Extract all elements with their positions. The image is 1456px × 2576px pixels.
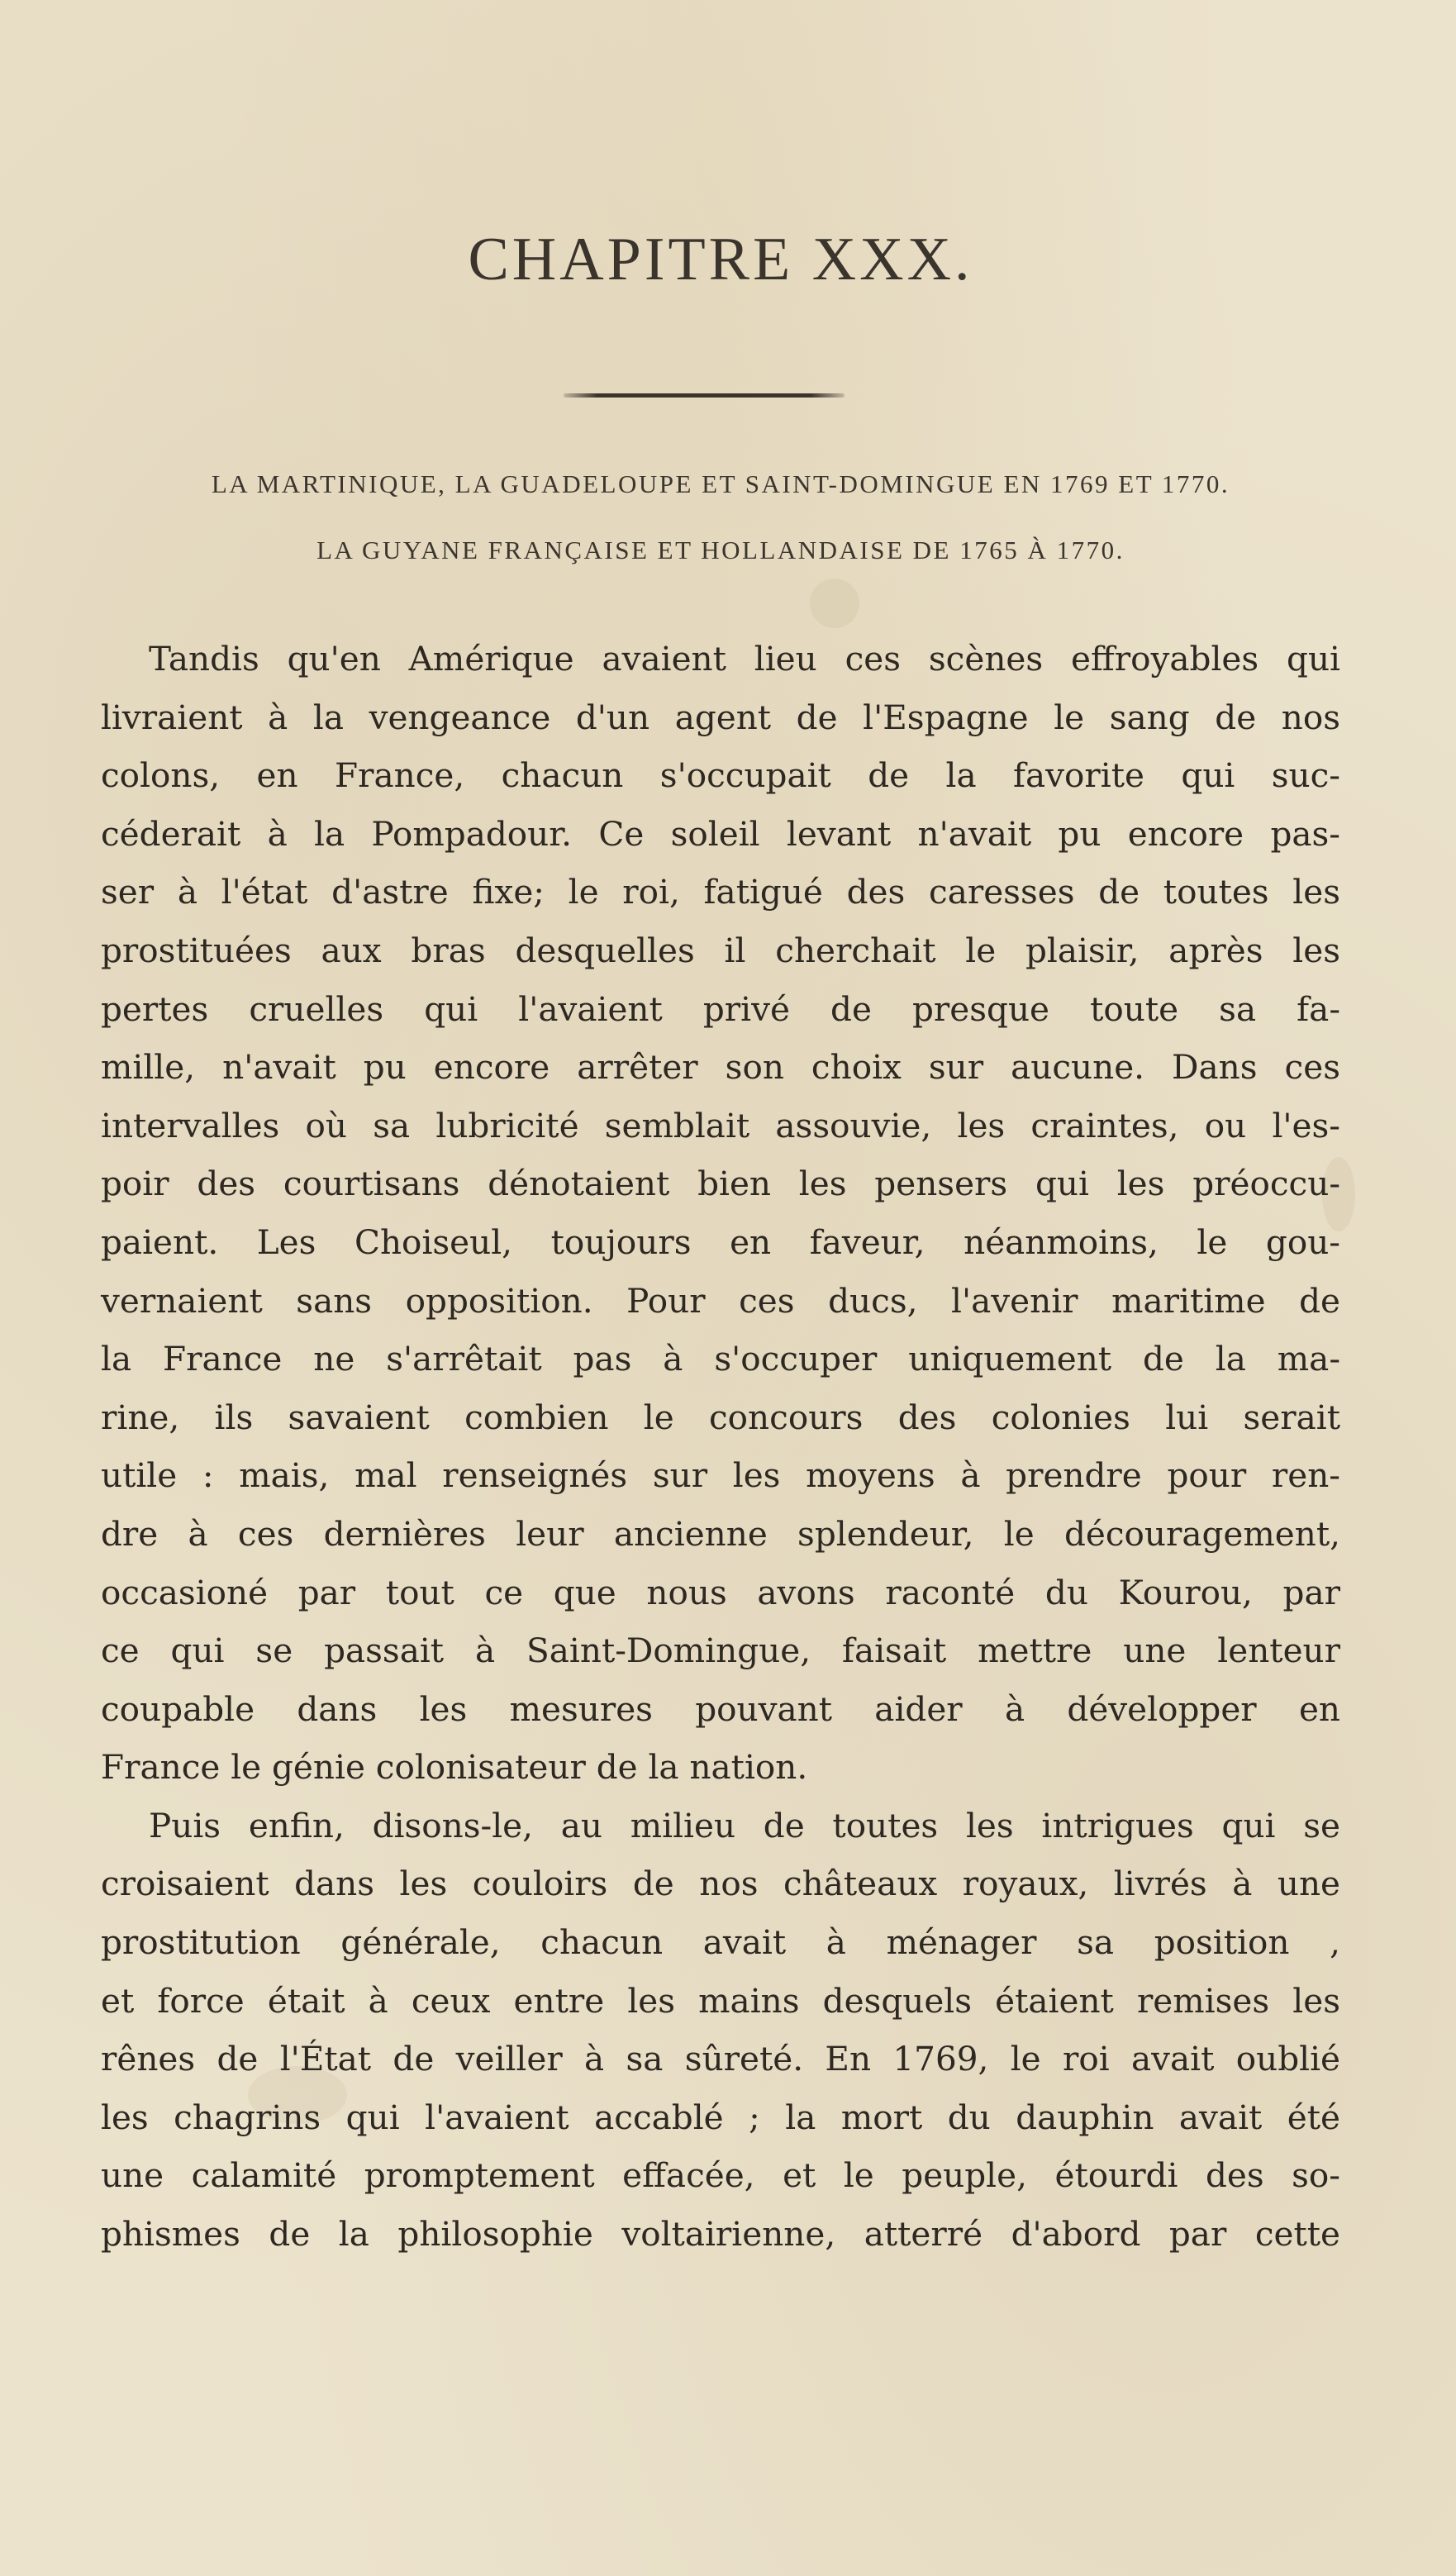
text-line: prostituées aux bras desquelles il cherchait le plaisir, après les <box>101 930 1340 970</box>
text-line: intervalles où sa lubricité semblait assouvie, les craintes, ou l'es- <box>101 1105 1340 1145</box>
text-line: utile : mais, mal renseignés sur les moyens à prendre pour ren- <box>101 1455 1340 1496</box>
text-line: croisaient dans les couloirs de nos châteaux royaux, livrés à une <box>101 1864 1340 1904</box>
text-line: Puis enfin, disons-le, au milieu de toutes les intrigues qui se <box>149 1805 1340 1845</box>
paragraph <box>101 1797 1340 2264</box>
text-line: mille, n'avait pu encore arrêter son choix sur aucune. Dans ces <box>101 1047 1340 1088</box>
text-line: colons, en France, chacun s'occupait de la favorite qui suc- <box>101 755 1340 796</box>
text-line: prostitution générale, chacun avait à ménager sa position , <box>101 1922 1340 1963</box>
text-line: coupable dans les mesures pouvant aider à développer en <box>101 1688 1340 1729</box>
text-line: poir des courtisans dénotaient bien les pensers qui les préoccu- <box>101 1164 1340 1204</box>
text-line: occasioné par tout ce que nous avons raconté du Kourou, par <box>101 1572 1340 1612</box>
text-line: France le génie colonisateur de la nation. <box>101 1747 808 1788</box>
text-line: vernaient sans opposition. Pour ces ducs, l'avenir maritime de <box>101 1280 1340 1321</box>
title-divider <box>564 393 845 398</box>
chapter-title: CHAPITRE XXX. <box>468 226 973 293</box>
text-line: ser à l'état d'astre fixe; le roi, fatigué des caresses de toutes les <box>101 872 1340 912</box>
text-line: les chagrins qui l'avaient accablé ; la mort du dauphin avait été <box>101 2097 1340 2137</box>
chapter-summary-line-2: LA GUYANE FRANÇAISE ET HOLLANDAISE DE 1765 À 1770. <box>316 536 1125 564</box>
book-page <box>98 0 1344 2576</box>
text-line: céderait à la Pompadour. Ce soleil levant n'avait pu encore pas- <box>101 813 1340 854</box>
text-line: phismes de la philosophie voltairienne, atterré d'abord par cette <box>101 2214 1340 2255</box>
text-line: livraient à la vengeance d'un agent de l'Espagne le sang de nos <box>101 697 1340 737</box>
text-line: Tandis qu'en Amérique avaient lieu ces scènes effroyables qui <box>149 639 1340 679</box>
text-line: rênes de l'État de veiller à sa sûreté. En 1769, le roi avait oublié <box>101 2039 1340 2079</box>
text-line: et force était à ceux entre les mains desquels étaient remises les <box>101 1980 1340 2021</box>
chapter-body <box>101 630 1340 2264</box>
paragraph <box>101 630 1340 1797</box>
chapter-summary-line-1: LA MARTINIQUE, LA GUADELOUPE ET SAINT-DOMINGUE EN 1769 ET 1770. <box>211 469 1230 498</box>
text-line: pertes cruelles qui l'avaient privé de presque toute sa fa- <box>101 988 1340 1029</box>
text-line: ce qui se passait à Saint-Domingue, faisait mettre une lenteur <box>101 1631 1340 1671</box>
text-line: une calamité promptement effacée, et le peuple, étourdi des so- <box>101 2155 1340 2196</box>
text-line: la France ne s'arrêtait pas à s'occuper uniquement de la ma- <box>101 1339 1340 1379</box>
text-line: rine, ils savaient combien le concours des colonies lui serait <box>101 1397 1340 1437</box>
text-line: dre à ces dernières leur ancienne splendeur, le découragement, <box>101 1513 1340 1554</box>
text-line: paient. Les Choiseul, toujours en faveur, néanmoins, le gou- <box>101 1221 1340 1262</box>
